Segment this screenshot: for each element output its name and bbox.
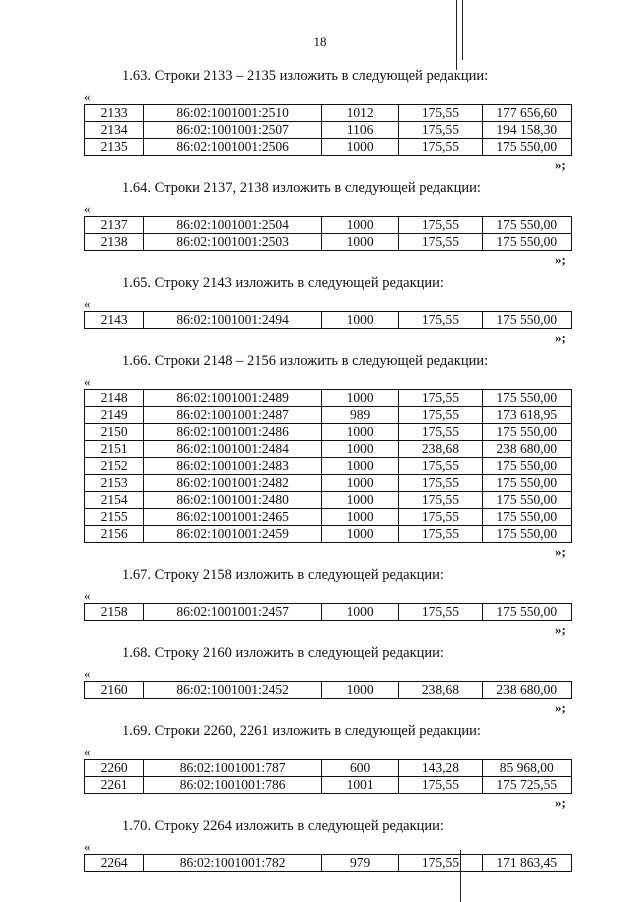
amendment-section xyxy=(0,812,640,872)
table-cell: 1000 xyxy=(321,526,398,543)
table-cell: 86:02:1001001:2465 xyxy=(144,509,322,526)
table-row xyxy=(85,760,572,777)
closing-quote: »; xyxy=(555,795,566,810)
closing-quote: »; xyxy=(555,157,566,172)
table-cell: 238,68 xyxy=(399,441,482,458)
table-cell: 143,28 xyxy=(399,760,482,777)
table-row xyxy=(85,312,572,329)
amendment-section xyxy=(0,174,640,269)
table-cell: 1000 xyxy=(321,234,398,251)
table-cell: 86:02:1001001:2507 xyxy=(144,122,322,139)
table-row xyxy=(85,526,572,543)
table-cell: 175 550,00 xyxy=(482,139,571,156)
closing-quote: »; xyxy=(555,700,566,715)
amendment-table xyxy=(84,681,572,699)
table-cell: 86:02:1001001:2487 xyxy=(144,407,322,424)
amendment-table xyxy=(84,603,572,621)
table-cell: 2138 xyxy=(85,234,144,251)
opening-quote: « xyxy=(84,839,91,854)
table-cell: 2156 xyxy=(85,526,144,543)
table-cell: 2154 xyxy=(85,492,144,509)
amendment-section xyxy=(0,561,640,639)
amendment-table xyxy=(84,759,572,794)
table-cell: 175,55 xyxy=(399,604,482,621)
table-cell: 175,55 xyxy=(399,509,482,526)
table-cell: 86:02:1001001:787 xyxy=(144,760,322,777)
table-cell: 1000 xyxy=(321,475,398,492)
table-cell: 238 680,00 xyxy=(482,682,571,699)
table-cell: 989 xyxy=(321,407,398,424)
table-cell: 86:02:1001001:2504 xyxy=(144,217,322,234)
table-cell: 175,55 xyxy=(399,312,482,329)
closing-quote: »; xyxy=(555,622,566,637)
opening-quote: « xyxy=(84,374,91,389)
section-heading: 1.70. Строку 2264 изложить в следующей редакции: xyxy=(122,818,444,834)
amendment-section xyxy=(0,62,640,174)
section-heading: 1.64. Строки 2137, 2138 изложить в следующей редакции: xyxy=(122,180,481,196)
table-row xyxy=(85,604,572,621)
table-cell: 86:02:1001001:2457 xyxy=(144,604,322,621)
amendment-table xyxy=(84,854,572,872)
table-cell: 238,68 xyxy=(399,682,482,699)
opening-quote: « xyxy=(84,296,91,311)
table-cell: 1000 xyxy=(321,312,398,329)
table-cell: 1000 xyxy=(321,682,398,699)
table-cell: 238 680,00 xyxy=(482,441,571,458)
table-cell: 2143 xyxy=(85,312,144,329)
table-cell: 86:02:1001001:2459 xyxy=(144,526,322,543)
table-cell: 175,55 xyxy=(399,458,482,475)
table-cell: 175 550,00 xyxy=(482,390,571,407)
amendment-section xyxy=(0,347,640,561)
opening-quote: « xyxy=(84,744,91,759)
table-cell: 171 863,45 xyxy=(482,855,571,872)
opening-quote: « xyxy=(84,89,91,104)
scan-line-artifact xyxy=(462,0,463,60)
table-cell: 175 550,00 xyxy=(482,234,571,251)
table-cell: 175 550,00 xyxy=(482,492,571,509)
table-cell: 175,55 xyxy=(399,122,482,139)
table-cell: 175 550,00 xyxy=(482,458,571,475)
table-cell: 175 550,00 xyxy=(482,526,571,543)
table-cell: 175,55 xyxy=(399,526,482,543)
table-row xyxy=(85,855,572,872)
table-cell: 175 550,00 xyxy=(482,509,571,526)
table-cell: 2135 xyxy=(85,139,144,156)
table-cell: 2148 xyxy=(85,390,144,407)
closing-quote: »; xyxy=(555,330,566,345)
table-cell: 85 968,00 xyxy=(482,760,571,777)
table-row xyxy=(85,234,572,251)
table-row xyxy=(85,217,572,234)
table-cell: 175,55 xyxy=(399,407,482,424)
table-cell: 1000 xyxy=(321,441,398,458)
table-cell: 1000 xyxy=(321,424,398,441)
table-cell: 1000 xyxy=(321,139,398,156)
table-cell: 86:02:1001001:786 xyxy=(144,777,322,794)
table-cell: 1000 xyxy=(321,390,398,407)
table-cell: 175 550,00 xyxy=(482,424,571,441)
table-cell: 175 725,55 xyxy=(482,777,571,794)
table-row xyxy=(85,390,572,407)
table-cell: 175 550,00 xyxy=(482,312,571,329)
closing-quote: »; xyxy=(555,544,566,559)
amendment-table xyxy=(84,311,572,329)
table-cell: 2155 xyxy=(85,509,144,526)
table-cell: 175,55 xyxy=(399,105,482,122)
table-cell: 2149 xyxy=(85,407,144,424)
table-cell: 2160 xyxy=(85,682,144,699)
table-cell: 2152 xyxy=(85,458,144,475)
table-row xyxy=(85,509,572,526)
table-cell: 979 xyxy=(321,855,398,872)
table-cell: 86:02:1001001:2506 xyxy=(144,139,322,156)
amendment-table xyxy=(84,104,572,156)
section-heading: 1.67. Строку 2158 изложить в следующей редакции: xyxy=(122,567,444,583)
opening-quote: « xyxy=(84,201,91,216)
table-cell: 1012 xyxy=(321,105,398,122)
table-cell: 86:02:1001001:2489 xyxy=(144,390,322,407)
section-heading: 1.65. Строку 2143 изложить в следующей редакции: xyxy=(122,275,444,291)
table-cell: 194 158,30 xyxy=(482,122,571,139)
table-cell: 1001 xyxy=(321,777,398,794)
table-row xyxy=(85,492,572,509)
closing-quote: »; xyxy=(555,252,566,267)
table-row xyxy=(85,777,572,794)
table-cell: 2261 xyxy=(85,777,144,794)
table-cell: 2264 xyxy=(85,855,144,872)
opening-quote: « xyxy=(84,666,91,681)
scan-line-artifact xyxy=(456,0,457,70)
table-cell: 175 550,00 xyxy=(482,604,571,621)
table-cell: 86:02:1001001:2503 xyxy=(144,234,322,251)
section-heading: 1.63. Строки 2133 – 2135 изложить в следующей редакции: xyxy=(122,68,489,84)
table-cell: 2134 xyxy=(85,122,144,139)
table-cell: 2137 xyxy=(85,217,144,234)
table-row xyxy=(85,122,572,139)
table-cell: 86:02:1001001:2494 xyxy=(144,312,322,329)
amendment-section xyxy=(0,717,640,812)
table-cell: 175,55 xyxy=(399,424,482,441)
table-cell: 2151 xyxy=(85,441,144,458)
table-cell: 86:02:1001001:2482 xyxy=(144,475,322,492)
table-cell: 175,55 xyxy=(399,139,482,156)
section-heading: 1.69. Строки 2260, 2261 изложить в следующей редакции: xyxy=(122,723,481,739)
table-cell: 86:02:1001001:2486 xyxy=(144,424,322,441)
table-row xyxy=(85,682,572,699)
table-row xyxy=(85,458,572,475)
table-cell: 1000 xyxy=(321,458,398,475)
table-row xyxy=(85,407,572,424)
table-cell: 175,55 xyxy=(399,234,482,251)
amendment-list xyxy=(0,62,640,872)
opening-quote: « xyxy=(84,588,91,603)
table-row xyxy=(85,139,572,156)
table-cell: 86:02:1001001:2510 xyxy=(144,105,322,122)
table-cell: 175 550,00 xyxy=(482,475,571,492)
table-cell: 1000 xyxy=(321,509,398,526)
table-row xyxy=(85,105,572,122)
table-cell: 173 618,95 xyxy=(482,407,571,424)
table-cell: 86:02:1001001:782 xyxy=(144,855,322,872)
table-row xyxy=(85,441,572,458)
table-cell: 2153 xyxy=(85,475,144,492)
section-heading: 1.66. Строки 2148 – 2156 изложить в следующей редакции: xyxy=(122,353,489,369)
table-cell: 600 xyxy=(321,760,398,777)
table-cell: 2260 xyxy=(85,760,144,777)
table-cell: 86:02:1001001:2483 xyxy=(144,458,322,475)
table-cell: 86:02:1001001:2480 xyxy=(144,492,322,509)
table-cell: 1000 xyxy=(321,492,398,509)
table-cell: 2133 xyxy=(85,105,144,122)
table-cell: 177 656,60 xyxy=(482,105,571,122)
section-heading: 1.68. Строку 2160 изложить в следующей редакции: xyxy=(122,645,444,661)
table-cell: 175,55 xyxy=(399,777,482,794)
table-row xyxy=(85,424,572,441)
amendment-table xyxy=(84,216,572,251)
table-cell: 175,55 xyxy=(399,475,482,492)
table-cell: 175,55 xyxy=(399,390,482,407)
amendment-table xyxy=(84,389,572,543)
table-row xyxy=(85,475,572,492)
amendment-section xyxy=(0,269,640,347)
table-cell: 175,55 xyxy=(399,217,482,234)
table-cell: 86:02:1001001:2452 xyxy=(144,682,322,699)
table-cell: 175 550,00 xyxy=(482,217,571,234)
table-cell: 175,55 xyxy=(399,855,482,872)
amendment-section xyxy=(0,639,640,717)
table-cell: 86:02:1001001:2484 xyxy=(144,441,322,458)
table-cell: 175,55 xyxy=(399,492,482,509)
page-number: 18 xyxy=(313,34,327,49)
table-cell: 1106 xyxy=(321,122,398,139)
table-cell: 2150 xyxy=(85,424,144,441)
table-cell: 2158 xyxy=(85,604,144,621)
table-cell: 1000 xyxy=(321,217,398,234)
table-cell: 1000 xyxy=(321,604,398,621)
